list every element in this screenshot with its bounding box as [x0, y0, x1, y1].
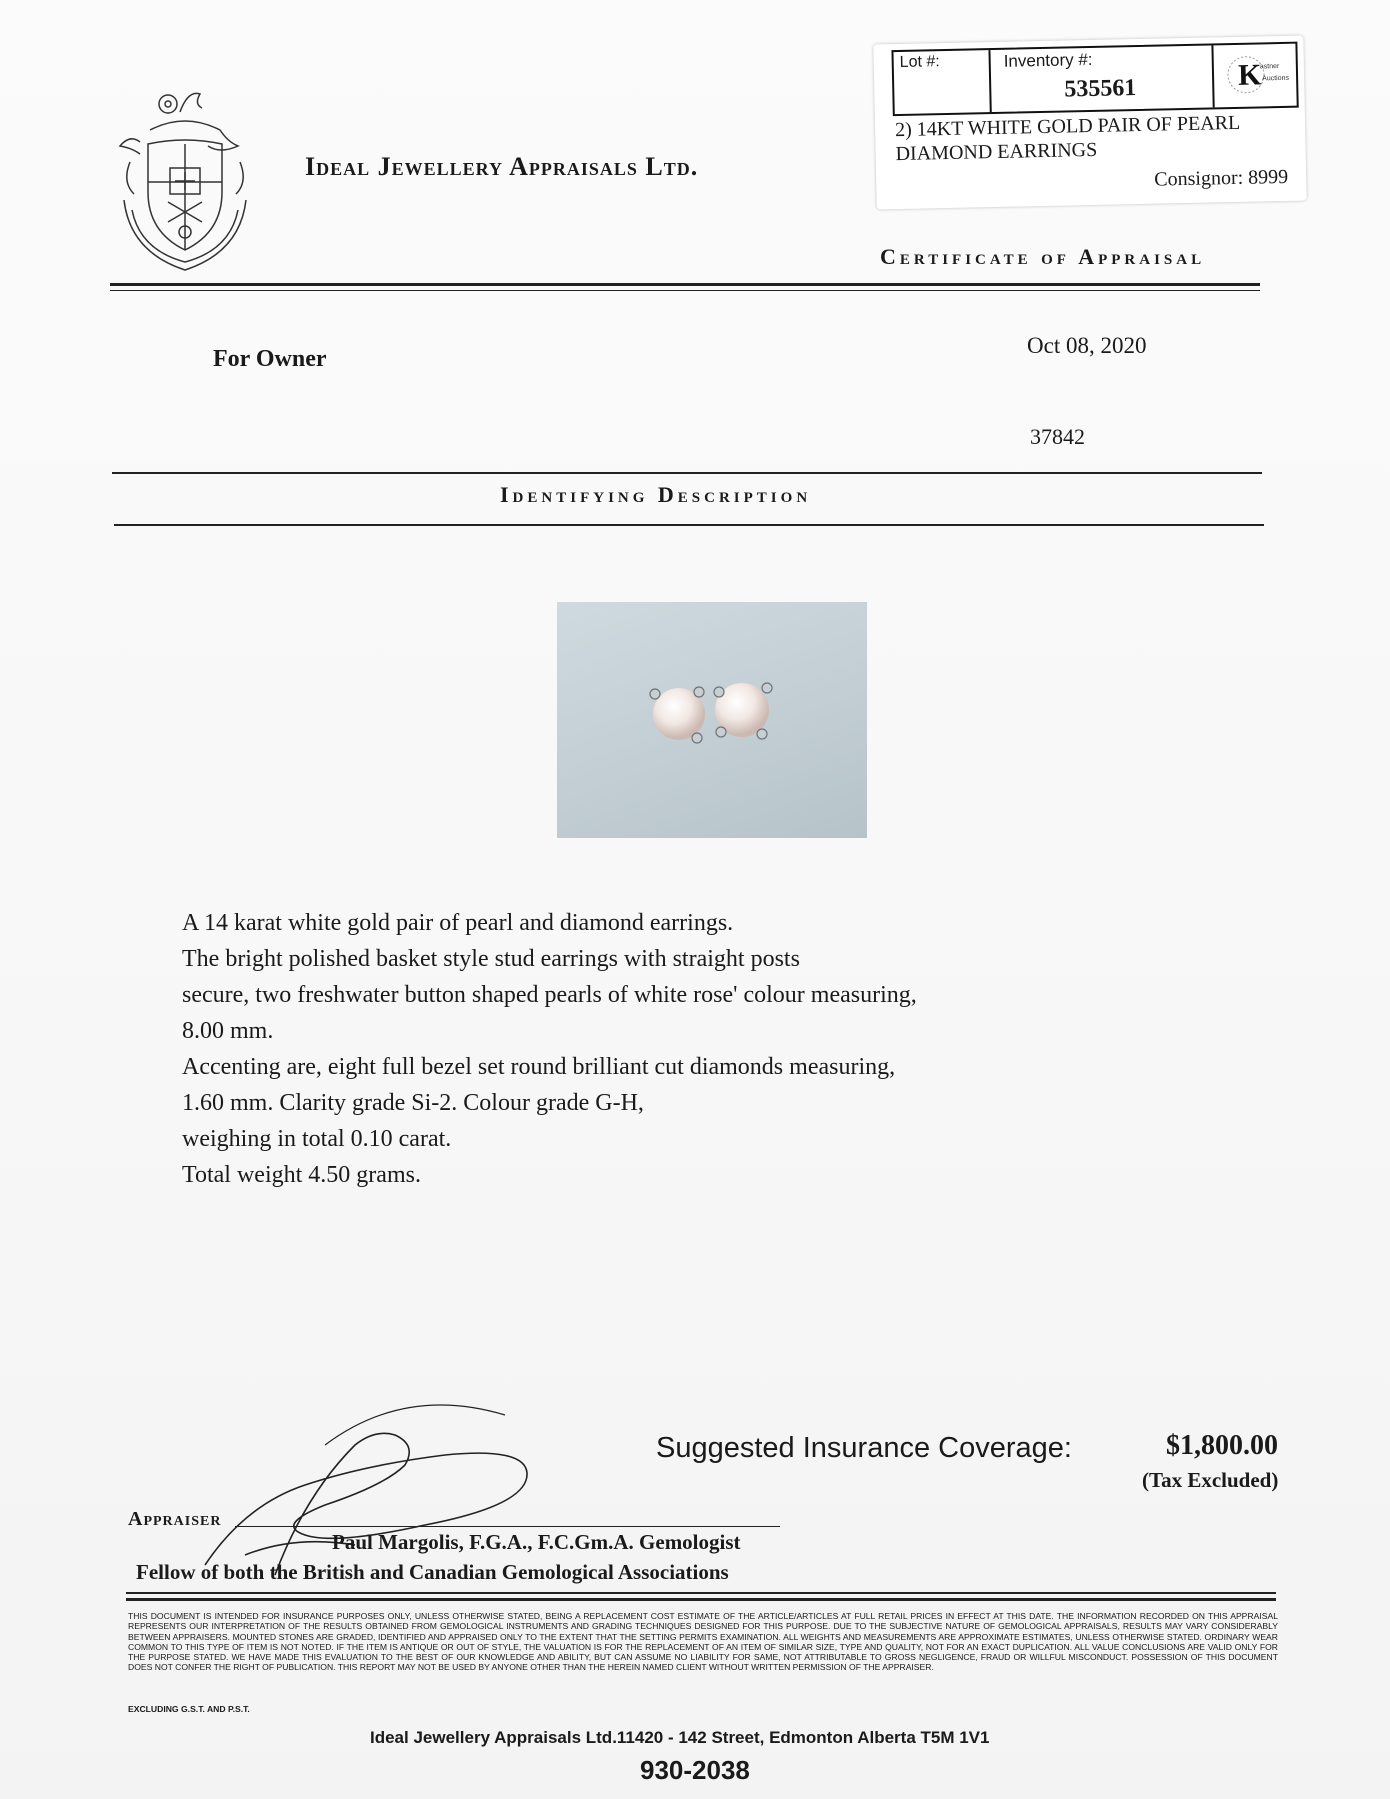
section-divider-bottom [114, 524, 1264, 526]
pearl-earrings-image [557, 602, 867, 838]
identifying-description-title: Identifying Description [500, 482, 812, 507]
description-line: A 14 karat white gold pair of pearl and diamond earrings. [182, 910, 734, 936]
consignor-number: Consignor: 8999 [1154, 165, 1289, 191]
sticker-divider [1211, 45, 1214, 107]
footer-divider [126, 1592, 1276, 1594]
sticker-description: 2) 14KT WHITE GOLD PAIR OF PEARL DIAMOND EARRINGS [894, 111, 1240, 166]
inventory-number: 535561 [1064, 75, 1137, 103]
tax-exclusion-note: EXCLUDING G.S.T. AND P.S.T. [128, 1704, 250, 1714]
company-name: Ideal Jewellery Appraisals Ltd. [305, 152, 699, 181]
tax-note: (Tax Excluded) [1142, 1468, 1279, 1492]
certificate-title: Certificate of Appraisal [880, 244, 1206, 269]
description-line: The bright polished basket style stud earrings with straight posts [182, 946, 800, 972]
description-line: 8.00 mm. [182, 1018, 274, 1044]
company-address: Ideal Jewellery Appraisals Ltd.11420 - 142 Street, Edmonton Alberta T5M 1V1 [370, 1728, 990, 1747]
insurance-coverage-value: $1,800.00 [1166, 1430, 1278, 1461]
section-divider-top [112, 472, 1262, 474]
reference-number: 37842 [1030, 424, 1085, 449]
appraiser-fellowship: Fellow of both the British and Canadian Gemological Associations [136, 1560, 729, 1584]
description-line: Total weight 4.50 grams. [182, 1162, 421, 1188]
sticker-header-box [891, 42, 1298, 116]
earrings-photo [557, 602, 867, 838]
appraisal-date: Oct 08, 2020 [1027, 333, 1147, 358]
inventory-label: Inventory #: [1003, 49, 1093, 71]
header-divider-thin [110, 290, 1260, 291]
sticker-divider [988, 50, 991, 112]
insurance-coverage-label: Suggested Insurance Coverage: [656, 1432, 1072, 1464]
company-crest-icon [110, 82, 260, 282]
lot-label: Lot #: [899, 53, 940, 71]
description-line: Accenting are, eight full bezel set round brilliant cut diamonds measuring, [182, 1054, 896, 1080]
signature-line [235, 1526, 780, 1527]
footer-divider-thick [126, 1598, 1276, 1601]
description-line: weighing in total 0.10 carat. [182, 1126, 452, 1152]
svg-text:K: K [1237, 58, 1262, 92]
svg-text:Auctions: Auctions [1262, 74, 1290, 83]
owner-label: For Owner [213, 346, 327, 372]
svg-text:astner: astner [1259, 63, 1280, 71]
auction-house-logo-icon [1223, 48, 1294, 101]
description-line: secure, two freshwater button shaped pearls of white rose' colour measuring, [182, 982, 917, 1008]
appraiser-label: Appraiser [128, 1508, 222, 1530]
auction-sticker [873, 36, 1306, 210]
legal-disclaimer: THIS DOCUMENT IS INTENDED FOR INSURANCE PURPOSES ONLY, UNLESS OTHERWISE STATED, BEING A REPLACEMENT COST ESTIMATE OF THE ARTICLE/ARTICLES AT FULL RETAIL PRICES IN EFFECT AT THIS DATE. THE INFORMATION RECORDED ON THIS APPRAISAL REPRESENTS OUR INTERPRETATION OF THE RESULTS OBTAINED FROM GEMOLOGICAL INSTRUMENTS AND GRADING TECHNIQUES DESIGNED FOR THIS PURPOSE. DUE TO THE SUBJECTIVE NATURE OF GEMOLOGICAL APPRAISALS, RESULTS MAY VARY CONSIDERABLY BETWEEN APPRAISERS. MOUNTED STONES ARE GRADED, IDENTIFIED AND APPRAISED ONLY TO THE EXTENT THAT THE SETTING PERMITS EXAMINATION. ALL WEIGHTS AND MEASUREMENTS ARE APPROXIMATE ESTIMATES, UNLESS OTHERWISE STATED. ORDINARY WEAR COMMON TO THIS TYPE OF ITEM IS NOT NOTED. IF THE ITEM IS ANTIQUE OR OUT OF STYLE, THE VALUATION IS FOR THE REPLACEMENT OF AN ITEM OF SIMILAR SIZE, TYPE AND QUALITY, NOT FOR AN EXACT DUPLICATION. ALL VALUE CONCLUSIONS ARE VALID ONLY FOR THE PURPOSE STATED. WE HAVE MADE THIS EVALUATION TO THE BEST OF OUR KNOWLEDGE AND ABILITY, BUT CAN ASSUME NO LIABILITY FOR SAME, NOT ATTRIBUTABLE TO GROSS NEGLIGENCE, FRAUD OR WILLFUL MISCONDUCT. POSSESSION OF THIS DOCUMENT DOES NOT CONFER THE RIGHT OF PUBLICATION. THIS REPORT MAY NOT BE USED BY ANYONE OTHER THAN THE HEREIN NAMED CLIENT WITHOUT WRITTEN PERMISSION OF THE APPRAISER. [128, 1611, 1278, 1673]
description-line: 1.60 mm. Clarity grade Si-2. Colour grade G-H, [182, 1090, 644, 1116]
header-divider [110, 283, 1260, 286]
appraiser-name: Paul Margolis, F.G.A., F.C.Gm.A. Gemologist [332, 1530, 741, 1554]
item-description [182, 905, 1042, 1193]
company-phone: 930-2038 [640, 1755, 750, 1785]
